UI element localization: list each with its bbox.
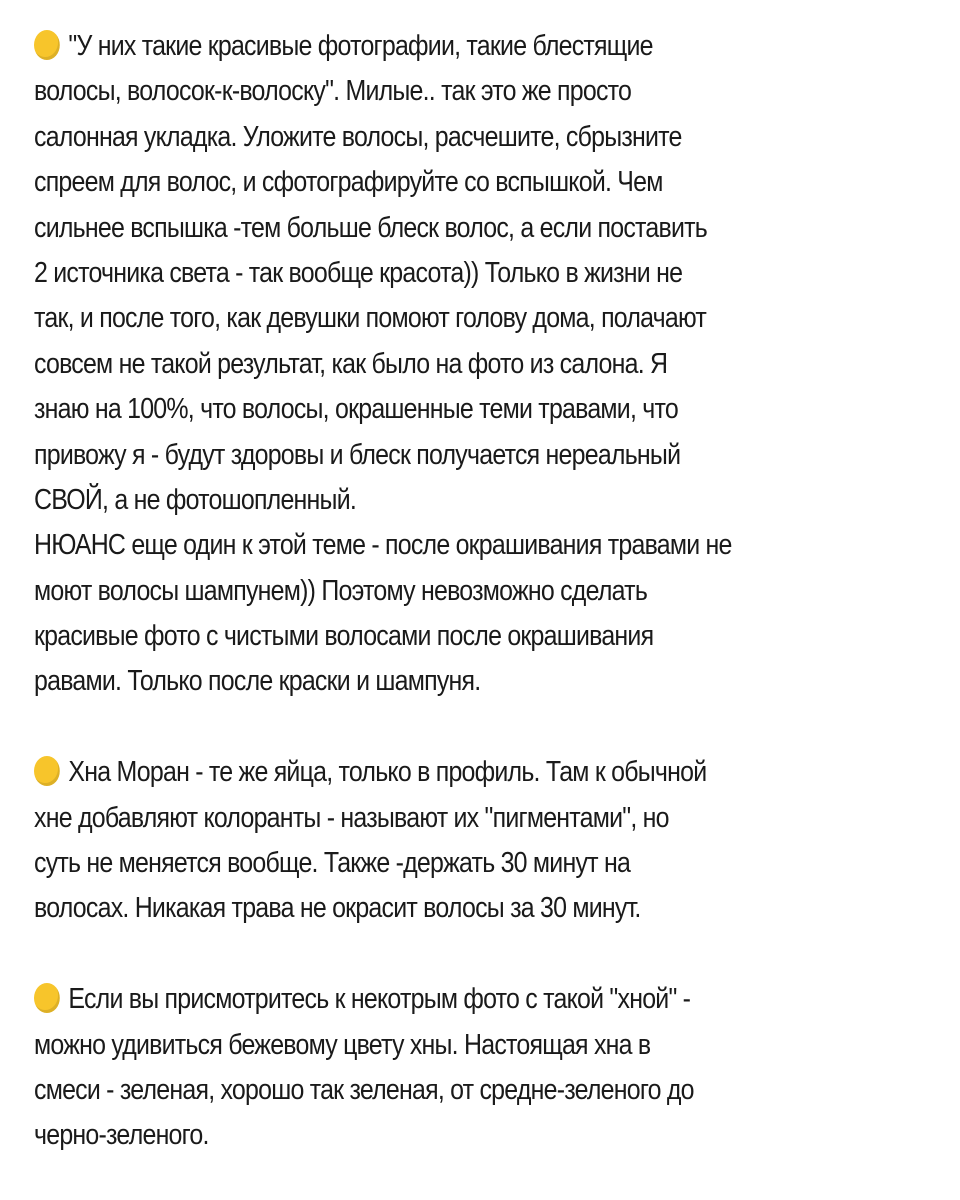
text-line (34, 478, 928, 523)
paragraph-3 (34, 977, 928, 1159)
text-line (34, 1023, 928, 1068)
line-text: привожу я - будут здоровы и блеск получается нереальный (34, 438, 681, 471)
paragraph-gap (34, 705, 928, 750)
line-text: 2 источника света - так вообще красота)) Только в жизни не (34, 256, 683, 289)
document-text (34, 24, 928, 1159)
line-text: Если вы присмотритесь к некотрым фото с такой "хной" - (68, 983, 691, 1016)
line-text: суть не меняется вообще. Также -держать 30 минут на (34, 847, 631, 880)
line-text: спреем для волос, и сфотографируйте со вспышкой. Чем (34, 166, 663, 199)
text-line (34, 841, 928, 886)
text-line (34, 523, 928, 568)
paragraph-gap (34, 932, 928, 977)
text-line (34, 569, 928, 614)
text-line (34, 69, 928, 114)
text-line (34, 160, 928, 205)
text-line (34, 796, 928, 841)
text-line (34, 614, 928, 659)
text-line (34, 433, 928, 478)
text-line (34, 659, 928, 704)
text-line (34, 1113, 928, 1158)
paragraph-1 (34, 24, 928, 705)
line-text: моют волосы шампунем)) Поэтому невозможно сделать (34, 574, 648, 607)
line-text: хне добавляют колоранты - называют их "пигментами", но (34, 801, 669, 834)
text-line (34, 1068, 928, 1113)
text-line (34, 115, 928, 160)
line-text: "У них такие красивые фотографии, такие блестящие (68, 30, 653, 62)
text-line (34, 251, 928, 296)
yellow-circle-icon (34, 983, 60, 1013)
line-text: Хна Моран - те же яйца, только в профиль. Там к обычной (68, 756, 707, 789)
line-text: можно удивиться бежевому цвету хны. Настоящая хна в (34, 1028, 651, 1061)
text-line (34, 24, 928, 69)
yellow-circle-icon (34, 30, 60, 60)
text-line (34, 387, 928, 432)
text-line (34, 206, 928, 251)
paragraph-2 (34, 750, 928, 932)
line-text: салонная укладка. Уложите волосы, расчешите, сбрызните (34, 120, 682, 153)
line-text: СВОЙ, а не фотошопленный. (34, 483, 357, 516)
line-text: совсем не такой результат, как было на фото из салона. Я (34, 347, 668, 380)
line-text: волосах. Никакая трава не окрасит волосы за 30 минут. (34, 892, 641, 925)
line-text: так, и после того, как девушки помоют голову дома, полачают (34, 302, 707, 335)
text-line (34, 296, 928, 341)
text-line (34, 342, 928, 387)
line-text: НЮАНС еще один к этой теме - после окрашивания травами не (34, 529, 732, 562)
text-line (34, 750, 928, 795)
line-text: сильнее вспышка -тем больше блеск волос, а если поставить (34, 211, 708, 244)
text-line (34, 886, 928, 931)
line-text: волосы, волосок-к-волоску". Милые.. так это же просто (34, 75, 632, 108)
line-text: знаю на 100%, что волосы, окрашенные теми травами, что (34, 393, 678, 426)
yellow-circle-icon (34, 756, 60, 786)
line-text: равами. Только после краски и шампуня. (34, 665, 481, 698)
text-line (34, 977, 928, 1022)
line-text: красивые фото с чистыми волосами после окрашивания (34, 620, 654, 653)
line-text: смеси - зеленая, хорошо так зеленая, от средне-зеленого до (34, 1073, 694, 1106)
line-text: черно-зеленого. (34, 1119, 209, 1152)
